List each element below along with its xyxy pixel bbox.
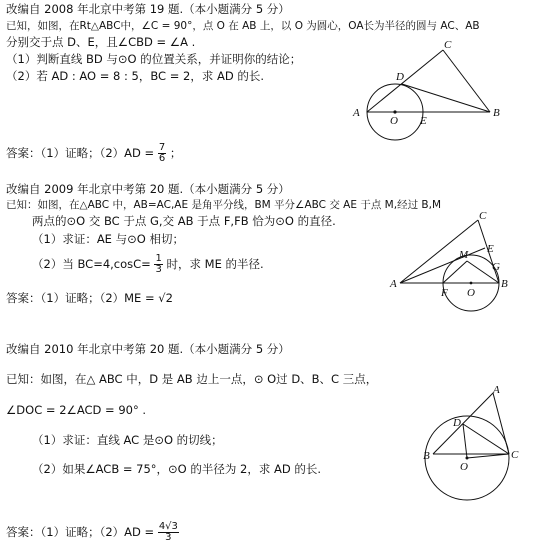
segment-bc (443, 50, 490, 112)
label-e: E (487, 243, 494, 255)
label-d: D (453, 417, 461, 429)
problem3-text-line2: ∠DOC = 2∠ACD = 90° . (6, 403, 147, 417)
segment-od (463, 424, 467, 458)
problem1-text-line2: 分别交于点 D、E，且∠CBD = ∠A . (6, 35, 196, 49)
center-point (466, 457, 469, 460)
label-a: A (390, 278, 397, 290)
problem3-heading: 改编自 2010 年北京中考第 20 题.（本小题满分 5 分） (6, 342, 290, 356)
label-a: A (493, 384, 500, 396)
problem3-answer-prefix: 答案：（1）证略；（2）AD = (6, 525, 155, 539)
label-c: C (479, 210, 487, 222)
problem2-question2-numerator: 1 (155, 253, 162, 264)
problem1-answer (6, 141, 181, 165)
label-e: E (420, 115, 427, 127)
label-o: O (467, 287, 475, 299)
problem1-question2: （2）若 AD : AO = 8 : 5，BC = 2，求 AD 的长. (6, 69, 265, 83)
label-f: F (441, 287, 448, 299)
segment-ae (400, 248, 485, 283)
label-c: C (444, 39, 452, 51)
label-b: B (501, 278, 508, 290)
problem2-figure (390, 210, 525, 310)
center-point (393, 110, 396, 113)
label-c: C (511, 449, 519, 461)
segment-ac (367, 50, 443, 112)
problem3-question2: （2）如果∠ACB = 75°，⊙O 的半径为 2，求 AD 的长. (32, 462, 322, 476)
segment-bd (402, 84, 490, 112)
problem3-question1: （1）求证：直线 AC 是⊙O 的切线； (32, 433, 223, 447)
label-o: O (460, 461, 468, 473)
problem1-answer-fraction (158, 143, 166, 164)
label-b: B (493, 107, 500, 119)
problem2-question1: （1）求证：AE 与⊙O 相切； (32, 232, 184, 246)
problem1-figure (350, 39, 520, 127)
problem3-answer-denominator: 3 (165, 532, 172, 543)
label-o: O (390, 115, 398, 127)
problem2-text-line1: 已知：如图，在△ABC 中，AB=AC,AE 是角平分线，BM 平分∠ABC 交 AE 于点 M,经过 B,M (6, 199, 442, 211)
problem3-figure (423, 384, 535, 513)
problem3-answer-fraction (158, 522, 179, 543)
problem2-question2-prefix: （2）当 BC=4,cosC= (32, 257, 151, 271)
segment-oc (467, 454, 509, 458)
problem2-question2-suffix: 时，求 ME 的半径. (166, 257, 264, 271)
center-point (470, 282, 473, 285)
problem2-text-line2: 两点的⊙O 交 BC 于点 G,交 AB 于点 F,FB 恰为⊙O 的直径. (32, 214, 336, 228)
problem2-question2 (32, 252, 264, 276)
problem2-question2-denominator: 3 (155, 264, 162, 275)
label-b: B (423, 450, 430, 462)
label-m: M (459, 249, 469, 261)
problem2-question2-fraction (154, 254, 162, 275)
problem1-question1: （1）判断直线 BD 与⊙O 的位置关系，并证明你的结论； (6, 52, 302, 66)
problem2-heading: 改编自 2009 年北京中考第 20 题.（本小题满分 5 分） (6, 182, 290, 196)
segment-ab (433, 393, 493, 454)
problem1-answer-denominator: 6 (158, 153, 166, 164)
problem1-answer-numerator: 7 (158, 142, 166, 153)
label-g: G (492, 261, 500, 273)
problem3-answer-numerator: 4√3 (158, 521, 178, 532)
problem1-answer-suffix: ； (169, 146, 182, 160)
problem1-text-line1: 已知，如图，在Rt△ABC中，∠C = 90°，点 O 在 AB 上，以 O 为圆心，OA长为半径的圆与 AC、AB (6, 20, 480, 32)
label-a: A (353, 107, 360, 119)
problem1-heading: 改编自 2008 年北京中考第 19 题.（本小题满分 5 分） (6, 2, 290, 16)
label-d: D (396, 71, 404, 83)
problem1-answer-prefix: 答案：（1）证略；（2）AD = (6, 146, 155, 160)
problem2-answer: 答案：（1）证略；（2）ME = √2 (6, 291, 173, 305)
problem3-text-line1: 已知：如图，在△ ABC 中，D 是 AB 边上一点，⊙ O过 D、B、C 三点， (6, 372, 378, 386)
problem3-answer (6, 520, 179, 544)
